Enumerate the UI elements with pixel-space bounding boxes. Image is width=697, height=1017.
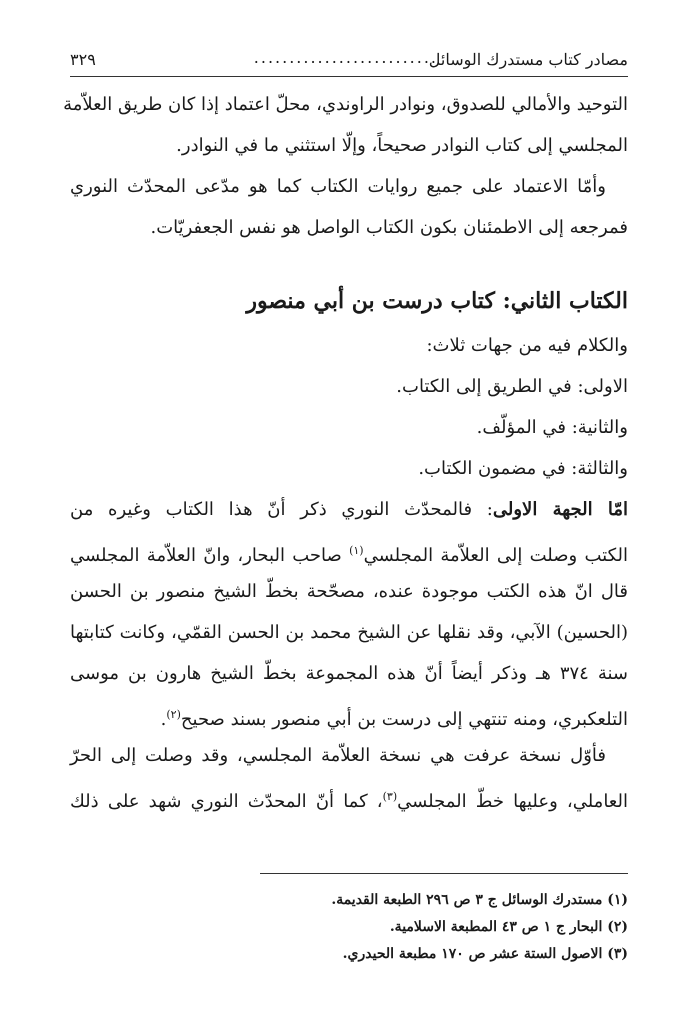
paragraph-line: فمرجعه إلى الاطمئنان بكون الكتاب الواصل هو نفس الجعفريّات. — [150, 217, 628, 238]
paragraph-text: الكتب وصلت إلى العلاّمة المجلسي — [363, 545, 628, 566]
footnote: (٣) الاصول الستة عشر ص ١٧٠ مطبعة الحيدري. — [342, 946, 628, 962]
paragraph-line: قال انّ هذه الكتب موجودة عنده، مصحّحة بخطّ الشيخ منصور بن الحسن — [70, 581, 628, 602]
list-item: الاولى: في الطريق إلى الكتاب. — [396, 376, 628, 397]
paragraph-text: ، كما أنّ المحدّث النوري شهد على ذلك — [70, 791, 383, 812]
section-heading-title: : كتاب درست بن أبي منصور — [246, 288, 511, 314]
subsection-label: امّا الجهة الاولى — [492, 499, 628, 520]
paragraph-text: التلعكبري، ومنه تنتهي إلى درست بن أبي منصور بسند صحيح — [180, 709, 628, 730]
book-page — [63, 0, 629, 1017]
paragraph-text: : فالمحدّث النوري ذكر أنّ هذا الكتاب وغيره من — [70, 499, 493, 520]
paragraph-text: . — [160, 709, 167, 730]
paragraph-line — [70, 700, 628, 735]
footnote-ref[interactable]: (٣) — [382, 790, 398, 803]
footnote: (١) مستدرك الوسائل ج ٣ ص ٢٩٦ الطبعة القديمة. — [331, 892, 628, 908]
paragraph-text: العاملي، وعليها خطّ المجلسي — [397, 791, 628, 812]
paragraph-line — [70, 536, 628, 571]
paragraph-line: والكلام فيه من جهات ثلاث: — [426, 335, 628, 356]
list-item: والثانية: في المؤلّف. — [476, 417, 628, 438]
footnote-ref[interactable]: (٢) — [166, 708, 181, 721]
paragraph-line — [70, 495, 628, 525]
paragraph-line: فأوّل نسخة عرفت هي نسخة العلاّمة المجلسي، وقد وصلت إلى الحرّ — [70, 745, 606, 766]
page-header — [70, 44, 628, 77]
paragraph-text: صاحب البحار، وانّ العلاّمة المجلسي — [70, 545, 350, 566]
footnote-ref[interactable]: (١) — [349, 544, 364, 557]
page-number: ٣٢٩ — [70, 50, 96, 69]
paragraph-line: سنة ٣٧٤ هـ وذكر أيضاً أنّ هذه المجموعة بخطّ الشيخ هارون بن موسى — [70, 663, 629, 684]
footnote-divider — [260, 873, 628, 874]
section-heading — [246, 288, 628, 314]
paragraph-line: وأمّا الاعتماد على جميع روايات الكتاب كما هو مدّعى المحدّث النوري — [70, 176, 606, 197]
running-title: مصادر كتاب مستدرك الوسائل — [428, 50, 628, 69]
paragraph-line — [70, 782, 628, 817]
paragraph-line: (الحسين) الآبي، وقد نقلها عن الشيخ محمد بن الحسن القمّي، وكانت كتابتها — [70, 622, 628, 643]
section-heading-main: الكتاب الثاني — [510, 288, 628, 314]
paragraph-line: التوحيد والأمالي للصدوق، ونوادر الراوندي، محلّ اعتماد إذا كان طريق العلاّمة — [63, 94, 628, 115]
paragraph-line: المجلسي إلى كتاب النوادر صحيحاً، وإلّا استثني ما في النوادر. — [176, 135, 628, 156]
header-dot-leader: .......................... — [253, 48, 438, 67]
footnote: (٢) البحار ج ١ ص ٤٣ المطبعة الاسلامية. — [389, 919, 628, 935]
list-item: والثالثة: في مضمون الكتاب. — [418, 458, 628, 479]
